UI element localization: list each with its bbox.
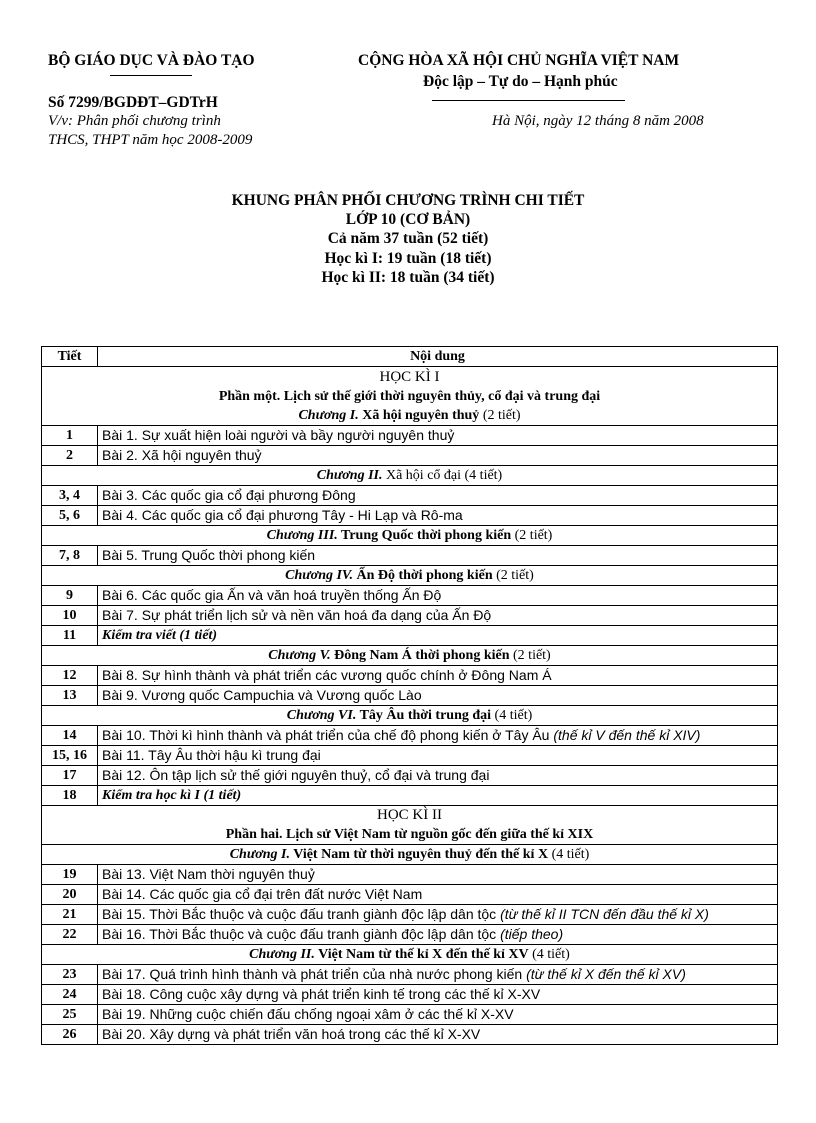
table-row: 13 Bài 9. Vương quốc Campuchia và Vương quốc Lào — [42, 686, 778, 706]
table-row: 2 Bài 2. Xã hội nguyên thuỷ — [42, 446, 778, 466]
table-row: 18 Kiểm tra học kì I (1 tiết) — [42, 786, 778, 806]
subject-line-2: THCS, THPT năm học 2008-2009 — [48, 132, 253, 148]
semester-2-summary: Học kì II: 18 tuần (34 tiết) — [321, 269, 495, 286]
ministry-name: BỘ GIÁO DỤC VÀ ĐÀO TẠO — [48, 52, 255, 69]
subject-line-1: V/v: Phân phối chương trình — [48, 113, 221, 129]
semester-2-title: HỌC KÌ II — [377, 807, 442, 823]
semester-1-title: HỌC KÌ I — [379, 368, 440, 385]
motto: Độc lập – Tự do – Hạnh phúc — [423, 73, 618, 90]
table-row: 7, 8 Bài 5. Trung Quốc thời phong kiến — [42, 546, 778, 566]
table-row: 26 Bài 20. Xây dựng và phát triển văn hoá trong các thế kỉ X-XV — [42, 1025, 778, 1045]
year-summary: Cả năm 37 tuần (52 tiết) — [327, 230, 489, 247]
table-row: 15, 16 Bài 11. Tây Âu thời hậu kì trung đại — [42, 746, 778, 766]
table-row: 20 Bài 14. Các quốc gia cổ đại trên đất nước Việt Nam — [42, 885, 778, 905]
chapter-row: Chương IV. Ấn Độ thời phong kiến (2 tiết) — [42, 566, 778, 586]
document-number: Số 7299/BGDĐT–GDTrH — [48, 94, 218, 111]
semester-1-header — [42, 367, 778, 426]
chapter-row: Chương II. Việt Nam từ thế kỉ X đến thế kỉ XV (4 tiết) — [42, 945, 778, 965]
place-date: Hà Nội, ngày 12 tháng 8 năm 2008 — [492, 113, 704, 129]
col-header-tiet: Tiết — [42, 347, 98, 367]
curriculum-table — [41, 346, 778, 1045]
chapter-row: Chương I. Việt Nam từ thời nguyên thuỷ đến thế kỉ X (4 tiết) — [42, 845, 778, 865]
table-header-row — [42, 347, 778, 367]
table-row: 9 Bài 6. Các quốc gia Ấn và văn hoá truyền thống Ấn Độ — [42, 586, 778, 606]
table-row: 17 Bài 12. Ôn tập lịch sử thế giới nguyên thuỷ, cổ đại và trung đại — [42, 766, 778, 786]
table-row: 11 Kiểm tra viết (1 tiết) — [42, 626, 778, 646]
table-row: 5, 6 Bài 4. Các quốc gia cổ đại phương Tây - Hi Lạp và Rô-ma — [42, 506, 778, 526]
table-row: 25 Bài 19. Những cuộc chiến đấu chống ngoại xâm ở các thế kỉ X-XV — [42, 1005, 778, 1025]
semester-1-summary: Học kì I: 19 tuần (18 tiết) — [324, 250, 492, 267]
part-1-title: Phần một. Lịch sử thế giới thời nguyên thủy, cổ đại và trung đại — [218, 388, 601, 404]
table-row: 10 Bài 7. Sự phát triển lịch sử và nền văn hoá đa dạng của Ấn Độ — [42, 606, 778, 626]
table-row: 14 Bài 10. Thời kì hình thành và phát triển của chế độ phong kiến ở Tây Âu (thế kỉ V đến thế kỉ XIV) — [42, 726, 778, 746]
ministry-underline — [110, 75, 192, 76]
republic-name: CỘNG HÒA XÃ HỘI CHỦ NGHĨA VIỆT NAM — [358, 52, 680, 69]
chapter-row: Chương VI. Tây Âu thời trung đại (4 tiết) — [42, 706, 778, 726]
table-row: 3, 4 Bài 3. Các quốc gia cổ đại phương Đông — [42, 486, 778, 506]
table-row: 21 Bài 15. Thời Bắc thuộc và cuộc đấu tranh giành độc lập dân tộc (từ thế kỉ II TCN đến đầu thế kỉ X) — [42, 905, 778, 925]
doc-title: KHUNG PHÂN PHỐI CHƯƠNG TRÌNH CHI TIẾT — [231, 192, 585, 209]
table-row: 12 Bài 8. Sự hình thành và phát triển các vương quốc chính ở Đông Nam Á — [42, 666, 778, 686]
chapter-row: Chương II. Xã hội cổ đại (4 tiết) — [42, 466, 778, 486]
semester-2-header — [42, 806, 778, 845]
table-row: 23 Bài 17. Quá trình hình thành và phát triển của nhà nước phong kiến (từ thế kỉ X đến thế kỉ XV) — [42, 965, 778, 985]
table-row: 19 Bài 13. Việt Nam thời nguyên thuỷ — [42, 865, 778, 885]
table-row: 1 Bài 1. Sự xuất hiện loài người và bầy người nguyên thuỷ — [42, 426, 778, 446]
table-row: 22 Bài 16. Thời Bắc thuộc và cuộc đấu tranh giành độc lập dân tộc (tiếp theo) — [42, 925, 778, 945]
part-2-title: Phần hai. Lịch sử Việt Nam từ nguồn gốc đến giữa thế kỉ XIX — [225, 827, 594, 842]
chapter-row: Chương V. Đông Nam Á thời phong kiến (2 tiết) — [42, 646, 778, 666]
chapter-row: Chương III. Trung Quốc thời phong kiến (2 tiết) — [42, 526, 778, 546]
class-title: LỚP 10 (CƠ BẢN) — [345, 211, 471, 228]
col-header-noi-dung: Nội dung — [98, 347, 778, 367]
motto-underline — [432, 100, 625, 101]
chapter-heading: Chương I. Xã hội nguyên thuỷ (2 tiết) — [298, 407, 521, 423]
table-row: 24 Bài 18. Công cuộc xây dựng và phát triển kinh tế trong các thế kỉ X-XV — [42, 985, 778, 1005]
